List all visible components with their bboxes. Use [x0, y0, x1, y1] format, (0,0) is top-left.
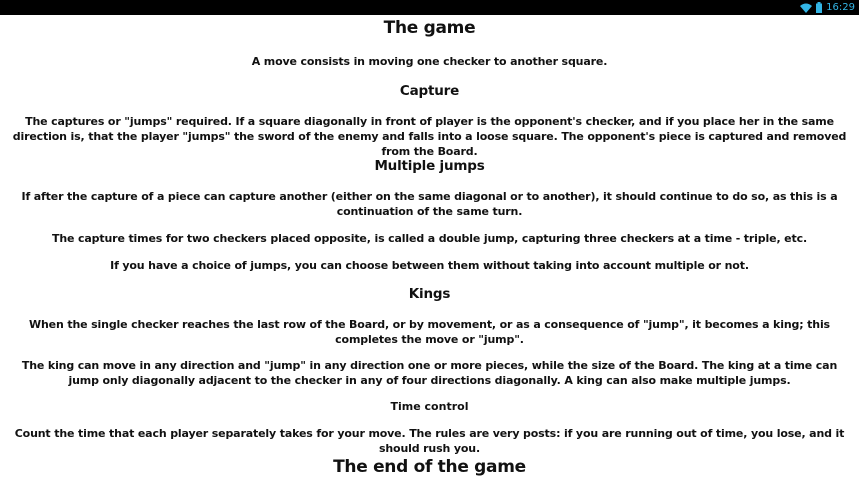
- time-control-text: Count the time that each player separately takes for your move. The rules are very posts: if you are running out of time, you lose, and it should rush you.: [14, 427, 845, 455]
- kings-heading: Kings: [408, 286, 451, 302]
- status-bar: [0, 0, 859, 15]
- time-control-heading: Time control: [390, 400, 469, 413]
- kings-text-1: When the single checker reaches the last row of the Board, or by movement, or as a consequence of "jump", it becomes a king; this completes the move or "jump".: [29, 318, 830, 346]
- intro-text: A move consists in moving one checker to another square.: [251, 55, 608, 68]
- page-title: The game: [383, 18, 476, 38]
- capture-heading: Capture: [399, 83, 460, 99]
- status-clock: 16:29: [826, 2, 855, 13]
- multiple-jumps-text-2: The capture times for two checkers placed opposite, is called a double jump, capturing three checkers at a time - triple, etc.: [52, 232, 807, 245]
- end-of-game-heading: The end of the game: [333, 457, 526, 477]
- status-icons: [800, 0, 855, 15]
- multiple-jumps-text-3: If you have a choice of jumps, you can choose between them without taking into account multiple or not.: [110, 259, 749, 272]
- multiple-jumps-text-1: If after the capture of a piece can capture another (either on the same diagonal or to another), it should continue to do so, as this is a continuation of the same turn.: [21, 190, 838, 218]
- kings-text-2: The king can move in any direction and "jump" in any direction one or more pieces, while the size of the Board. The king at a time can jump only diagonally adjacent to the checker in any of four directions diagonally. A king can also make multiple jumps.: [21, 359, 838, 387]
- wifi-icon: [800, 3, 812, 13]
- multiple-jumps-heading: Multiple jumps: [374, 158, 485, 174]
- battery-icon: [816, 2, 822, 13]
- capture-text: The captures or "jumps" required. If a square diagonally in front of player is the opponent's checker, and if you place her in the same direction is, that the player "jumps" the sword of the enemy and falls into a loose square. The opponent's piece is captured and removed from the Board.: [12, 115, 847, 158]
